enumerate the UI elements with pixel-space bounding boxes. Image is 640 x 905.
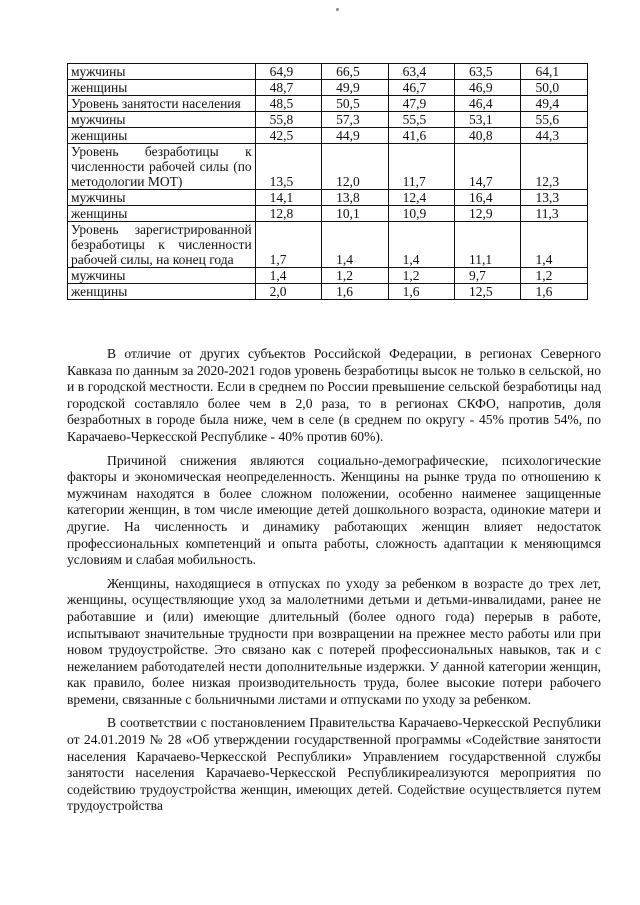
table-cell: 46,7 [388, 80, 454, 96]
row-label: женщины [68, 206, 256, 222]
table-row [68, 112, 588, 128]
table-cell: 49,4 [521, 96, 588, 112]
table-cell: 48,5 [255, 96, 321, 112]
table-cell: 42,5 [255, 128, 321, 144]
table-cell: 47,9 [388, 96, 454, 112]
table-cell: 12,5 [455, 284, 521, 300]
table-cell: 14,7 [455, 144, 521, 190]
table-cell: 1,7 [255, 222, 321, 268]
table-cell: 1,2 [322, 268, 388, 284]
table-cell: 46,4 [455, 96, 521, 112]
row-label: мужчины [68, 64, 256, 80]
table-row [68, 64, 588, 80]
table-cell: 14,1 [255, 190, 321, 206]
table-cell: 41,6 [388, 128, 454, 144]
table-cell: 11,3 [521, 206, 588, 222]
table-cell: 55,8 [255, 112, 321, 128]
paragraph: Причиной снижения являются социально-демографические, психологические факторы и экономическая неопределенность. Женщины на рынке труда по отношению к мужчинам находятся в более сложном положении, особенно наименее защищенные категории женщин, в том числе имеющие детей дошкольного возраста, одинокие матери и другие. На численность и динамику работающих женщин влияет недостаток профессиональных компетенций и опыта работы, сложность адаптации к меняющимся условиям и слабая мобильность. [67, 452, 601, 568]
row-label: Уровень зарегистрированной безработицы к численности рабочей силы, на конец года [68, 222, 256, 268]
table-row [68, 222, 588, 268]
scan-speck [336, 8, 339, 11]
table-row [68, 144, 588, 190]
table-cell: 1,4 [388, 222, 454, 268]
table-row [68, 206, 588, 222]
table-cell: 12,8 [255, 206, 321, 222]
table-cell: 1,4 [255, 268, 321, 284]
table-cell: 2,0 [255, 284, 321, 300]
table-cell: 13,8 [322, 190, 388, 206]
table-cell: 1,2 [388, 268, 454, 284]
table-cell: 64,9 [255, 64, 321, 80]
table-row [68, 80, 588, 96]
table-cell: 13,5 [255, 144, 321, 190]
table-cell: 53,1 [455, 112, 521, 128]
table-cell: 16,4 [455, 190, 521, 206]
table-cell: 12,3 [521, 144, 588, 190]
table-cell: 1,6 [322, 284, 388, 300]
table-cell: 12,4 [388, 190, 454, 206]
table-cell: 50,0 [521, 80, 588, 96]
table-cell: 49,9 [322, 80, 388, 96]
row-label: женщины [68, 80, 256, 96]
table-cell: 48,7 [255, 80, 321, 96]
table-cell: 13,3 [521, 190, 588, 206]
table-cell: 44,9 [322, 128, 388, 144]
table-cell: 63,5 [455, 64, 521, 80]
table-cell: 1,4 [322, 222, 388, 268]
table-cell: 9,7 [455, 268, 521, 284]
row-label: мужчины [68, 112, 256, 128]
row-label: Уровень безработицы к численности рабочей силы (по методологии МОТ) [68, 144, 256, 190]
table-cell: 10,1 [322, 206, 388, 222]
table-cell: 63,4 [388, 64, 454, 80]
table-row [68, 284, 588, 300]
table-cell: 55,6 [521, 112, 588, 128]
row-label: мужчины [68, 190, 256, 206]
paragraph: В отличие от других субъектов Российской Федерации, в регионах Северного Кавказа по данным за 2020-2021 годов уровень безработицы высок не только в сельской, но и в городской местности. Если в среднем по России превышение сельской безработицы над городской составляло более чем в 2,0 раза, то в регионах СКФО, напротив, доля безработных в городе была ниже, чем в селе (в среднем по округу - 45% против 54%, по Карачаево-Черкесской Республике - 40% против 60%). [67, 346, 601, 444]
table-cell: 12,9 [455, 206, 521, 222]
table-row [68, 128, 588, 144]
table-cell: 44,3 [521, 128, 588, 144]
statistics-table [67, 63, 588, 300]
table-cell: 66,5 [322, 64, 388, 80]
table-cell: 1,4 [521, 222, 588, 268]
table-cell: 46,9 [455, 80, 521, 96]
table-cell: 1,2 [521, 268, 588, 284]
table-row [68, 190, 588, 206]
row-label: женщины [68, 128, 256, 144]
row-label: женщины [68, 284, 256, 300]
table-cell: 1,6 [521, 284, 588, 300]
table-cell: 1,6 [388, 284, 454, 300]
table-cell: 10,9 [388, 206, 454, 222]
row-label: Уровень занятости населения [68, 96, 256, 112]
table-cell: 11,1 [455, 222, 521, 268]
paragraph: Женщины, находящиеся в отпусках по уходу за ребенком в возрасте до трех лет, женщины, осуществляющие уход за малолетними детьми и детьми-инвалидами, ранее не работавшие и (или) имеющие длительный (более одного года) перерыв в работе, испытывают значительные трудности при возвращении на прежнее место работы или при новом трудоустройстве. Это связано как с потерей профессиональных навыков, так и с нежеланием работодателей нести дополнительные издержки. У данной категории женщин, как правило, более низкая производительность труда, более высокие потери рабочего времени, связанные с больничными листами и отпусками по уходу за ребенком. [67, 575, 601, 707]
table-cell: 64,1 [521, 64, 588, 80]
paragraph: В соответствии с постановлением Правительства Карачаево-Черкесской Республики от 24.01.2019 № 28 «Об утверждении государственной программы «Содействие занятости населения Карачаево-Черкесской Республики» Управлением государственной службы занятости населения Карачаево-Черкесской Республикиреализуются мероприятия по содействию трудоустройства женщин, имеющих детей. Содействие осуществляется путем трудоустройства [67, 715, 601, 814]
table-cell: 12,0 [322, 144, 388, 190]
document-body [67, 346, 601, 822]
table-cell: 57,3 [322, 112, 388, 128]
table-cell: 55,5 [388, 112, 454, 128]
table-cell: 40,8 [455, 128, 521, 144]
table-cell: 11,7 [388, 144, 454, 190]
row-label: мужчины [68, 268, 256, 284]
table-cell: 50,5 [322, 96, 388, 112]
table-row [68, 268, 588, 284]
table-row [68, 96, 588, 112]
